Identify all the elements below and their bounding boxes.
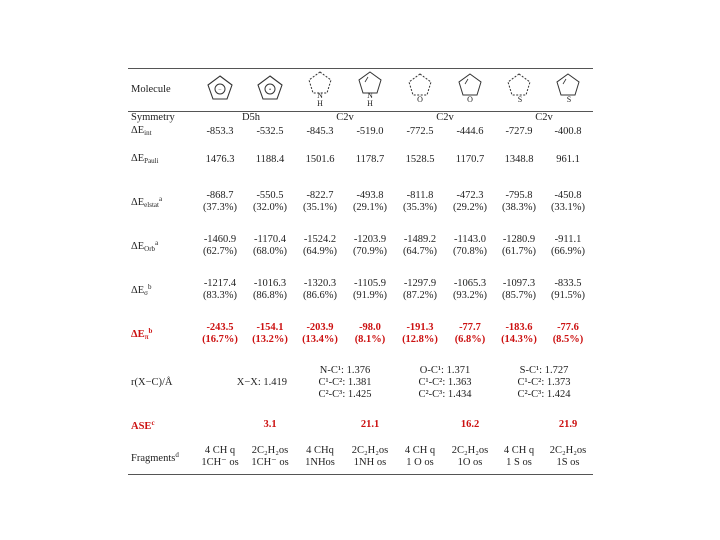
value-cell: -822.7 (35.1%) (302, 190, 338, 213)
value-cell: -727.9 (505, 126, 533, 137)
energy-decomposition-table (128, 68, 593, 475)
ase-label: ASE$^c$ (131, 419, 155, 432)
value-cell: -911.1 (66.9%) (550, 234, 586, 257)
cp-anion-structure-2 (245, 69, 295, 112)
row-e-sigma (128, 268, 593, 312)
symmetry-row (128, 112, 593, 125)
value-cell: -1280.9 (61.7%) (501, 234, 537, 257)
fragments-label: Fragments$^d$ (131, 450, 179, 464)
value-cell: -845.3 (306, 126, 334, 137)
row-bond-lengths (128, 356, 593, 410)
bond-cp: X−X: 1.419 (236, 377, 287, 388)
ase-pyrrole: 21.1 (360, 419, 380, 430)
thiophene-s-atom: S (566, 95, 572, 104)
ase-cp: 3.1 (263, 419, 277, 430)
bond-pyrrole: N-C¹: 1.376 C¹-C²: 1.381 C²-C³: 1.425 (318, 365, 372, 400)
value-cell: 1188.4 (255, 154, 285, 165)
value-cell: -853.3 (206, 126, 234, 137)
furan-o-atom: O (467, 95, 473, 104)
symmetry-d5h: D5h (241, 112, 261, 123)
value-cell: -77.6 (8.5%) (552, 322, 584, 345)
value-cell: -243.5 (16.7%) (202, 322, 238, 345)
e-pi-label: ΔEπ$^b$ (131, 327, 153, 341)
pyrrole-h-atom: H (317, 99, 323, 107)
svg-text:•: • (268, 87, 272, 94)
row-ase (128, 410, 593, 440)
bond-length-label: r(X−C)/Å (131, 377, 173, 388)
fragment-cell: 4 CH q 1 S os (503, 444, 535, 468)
symmetry-label: Symmetry (131, 112, 175, 123)
ase-furan: 16.2 (460, 419, 480, 430)
e-orb-label: ΔEOrb$^a$ (131, 239, 159, 253)
fragment-cell: 2C₂H₂os 1S os (549, 444, 587, 468)
value-cell: 1348.8 (504, 154, 534, 165)
thiophene-structure-2 (543, 69, 593, 112)
value-cell: -550.5 (32.0%) (252, 190, 288, 213)
pyrrole-structure-1 (295, 69, 345, 112)
value-cell: -1105.9 (91.9%) (352, 278, 388, 301)
e-pauli-label: ΔEPauli (131, 153, 159, 165)
row-e-pauli (128, 140, 593, 180)
furan-structure-2 (445, 69, 495, 112)
value-cell: -472.3 (29.2%) (452, 190, 488, 213)
pyrrole-n-atom: N (367, 91, 373, 100)
value-cell: -450.8 (33.1%) (550, 190, 586, 213)
svg-text:−: − (218, 87, 222, 94)
fragment-cell: 2C₂H₂os 1O os (451, 444, 489, 468)
row-e-int (128, 124, 593, 140)
cp-anion-structure-1 (195, 69, 245, 112)
value-cell: 1528.5 (405, 154, 435, 165)
furan-o-atom: O (417, 95, 423, 104)
symmetry-c2v-thiophene: C2v (535, 112, 553, 123)
e-elstat-label: ΔEelstat$^a$ (131, 195, 163, 209)
value-cell: -493.8 (29.1%) (352, 190, 388, 213)
value-cell: -1524.2 (64.9%) (302, 234, 338, 257)
value-cell: -795.8 (38.3%) (501, 190, 537, 213)
pyrrole-structure-2 (345, 69, 395, 112)
pyrrole-h-atom: H (367, 99, 373, 107)
row-fragments (128, 440, 593, 474)
value-cell: 1170.7 (455, 154, 485, 165)
molecule-label: Molecule (131, 84, 171, 95)
eda-table (128, 68, 593, 475)
e-int-label: ΔEint (131, 125, 152, 137)
fragment-cell: 2C₂H₂os 1CH⁻ os (251, 444, 289, 468)
value-cell: 1501.6 (305, 154, 335, 165)
value-cell: -1320.3 (86.6%) (302, 278, 338, 301)
thiophene-s-atom: S (517, 95, 523, 104)
pyrrole-n-atom: N (317, 91, 323, 100)
e-sigma-label: ΔEσ$^b$ (131, 283, 152, 297)
value-cell: -1065.3 (93.2%) (452, 278, 488, 301)
header-row (128, 69, 593, 112)
value-cell: -183.6 (14.3%) (501, 322, 537, 345)
value-cell: -532.5 (256, 126, 284, 137)
row-e-elstat (128, 180, 593, 224)
value-cell: -519.0 (356, 126, 384, 137)
value-cell: 961.1 (556, 154, 580, 165)
symmetry-c2v-furan: C2v (436, 112, 454, 123)
row-e-pi (128, 312, 593, 356)
value-cell: -868.7 (37.3%) (202, 190, 238, 213)
furan-structure-1 (395, 69, 445, 112)
value-cell: -1489.2 (64.7%) (402, 234, 438, 257)
value-cell: 1476.3 (205, 154, 235, 165)
thiophene-structure-1 (495, 69, 543, 112)
value-cell: -1097.3 (85.7%) (501, 278, 537, 301)
bond-thiophene: S-C¹: 1.727 C¹-C²: 1.373 C²-C³: 1.424 (517, 365, 571, 400)
value-cell: -1460.9 (62.7%) (202, 234, 238, 257)
fragment-cell: 4 CHq 1NHos (305, 444, 335, 468)
value-cell: -98.0 (8.1%) (354, 322, 386, 345)
value-cell: -772.5 (406, 126, 434, 137)
value-cell: -191.3 (12.8%) (402, 322, 438, 345)
value-cell: -1170.4 (68.0%) (252, 234, 288, 257)
value-cell: -833.5 (91.5%) (550, 278, 586, 301)
value-cell: -811.8 (35.3%) (402, 190, 438, 213)
value-cell: -1297.9 (87.2%) (402, 278, 438, 301)
fragment-cell: 4 CH q 1CH⁻ os (201, 444, 239, 468)
value-cell: -154.1 (13.2%) (252, 322, 288, 345)
value-cell: -203.9 (13.4%) (302, 322, 338, 345)
value-cell: 1178.7 (355, 154, 385, 165)
value-cell: -444.6 (456, 126, 484, 137)
value-cell: -77.7 (6.8%) (454, 322, 486, 345)
fragment-cell: 4 CH q 1 O os (404, 444, 436, 468)
value-cell: -1203.9 (70.9%) (352, 234, 388, 257)
value-cell: -1143.0 (70.8%) (452, 234, 488, 257)
value-cell: -1217.4 (83.3%) (202, 278, 238, 301)
value-cell: -1016.3 (86.8%) (252, 278, 288, 301)
bond-furan: O-C¹: 1.371 C¹-C²: 1.363 C²-C³: 1.434 (418, 365, 472, 400)
symmetry-c2v-pyrrole: C2v (336, 112, 354, 123)
value-cell: -400.8 (554, 126, 582, 137)
ase-thiophene: 21.9 (558, 419, 578, 430)
fragment-cell: 2C₂H₂os 1NH os (351, 444, 389, 468)
row-e-orb (128, 224, 593, 268)
